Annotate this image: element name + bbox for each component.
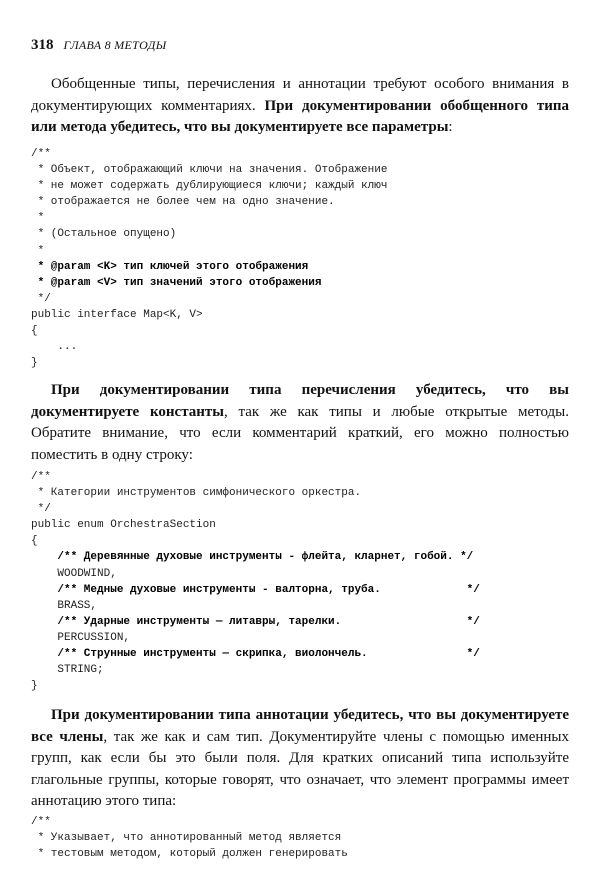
page-header xyxy=(31,36,167,54)
paragraph-generics-tail: : xyxy=(448,119,453,135)
code-line: */ xyxy=(31,503,51,516)
code-line: * Категории инструментов симфонического оркестра. xyxy=(31,487,362,500)
code-line: { xyxy=(31,325,38,338)
paragraph-generics xyxy=(31,74,569,139)
code-line: STRING; xyxy=(31,664,104,677)
page-number: 318 xyxy=(31,37,54,53)
code-line: PERCUSSION, xyxy=(31,631,131,644)
code-line: BRASS, xyxy=(31,599,98,612)
paragraph-annotation-bold: При документировании типа аннотации убедитесь, что вы документируете все члены xyxy=(31,707,569,745)
code-line: /** xyxy=(31,148,51,160)
paragraph-enum xyxy=(31,380,569,466)
paragraph-enum-text: , так же как типы и любые открытые методы. Обратите внимание, что если комментарий краткий, его можно полностью поместить в одну строку: xyxy=(31,403,570,463)
code-line: public enum OrchestraSection xyxy=(31,519,216,532)
paragraph-generics-text: Обобщенные типы, перечисления и аннотации требуют особого внимания в документирующих комментариях. xyxy=(31,76,569,114)
code-listing-orchestra xyxy=(31,469,480,694)
paragraph-generics-bold: При документировании обобщенного типа или метода убедитесь, что вы документируете все параметры xyxy=(31,97,569,135)
code-line: } xyxy=(31,357,38,370)
code-line: /** Деревянные духовые инструменты - флейта, кларнет, гобой. */ xyxy=(31,551,474,564)
code-line: public interface Map<K, V> xyxy=(31,308,203,321)
code-line: * не может содержать дублирующиеся ключи; каждый ключ xyxy=(31,180,388,193)
code-line: { xyxy=(31,535,38,548)
code-line: /** Медные духовые инструменты - валторна, труба. */ xyxy=(31,583,480,596)
code-line: * xyxy=(31,212,45,225)
code-line: * тестовым методом, который должен генерировать xyxy=(31,848,348,861)
code-listing-map xyxy=(31,146,387,371)
code-line: * Указывает, что аннотированный метод является xyxy=(31,832,342,845)
paragraph-enum-bold: При документировании типа перечисления убедитесь, что вы документируете константы xyxy=(31,382,569,420)
code-line: * Объект, отображающий ключи на значения. Отображение xyxy=(31,164,388,177)
code-line: /** Струнные инструменты — скрипка, виолончель. */ xyxy=(31,648,480,661)
code-line: WOODWIND, xyxy=(31,567,117,580)
chapter-title: ГЛАВА 8 МЕТОДЫ xyxy=(63,38,167,52)
code-line: /** xyxy=(31,816,51,828)
code-line: /** Ударные инструменты — литавры, тарелки. */ xyxy=(31,615,480,628)
code-line: * @param <V> тип значений этого отображения xyxy=(31,276,322,289)
code-listing-annotation xyxy=(31,814,348,862)
code-line: } xyxy=(31,680,38,693)
code-line: * @param <K> тип ключей этого отображения xyxy=(31,260,309,273)
code-line: ... xyxy=(31,341,78,354)
paragraph-annotation xyxy=(31,705,569,813)
code-line: /** xyxy=(31,471,51,483)
code-line: * отображается не более чем на одно значение. xyxy=(31,196,335,209)
code-line: * xyxy=(31,244,45,257)
paragraph-annotation-text: , так же как и сам тип. Документируйте члены с помощью именных групп, как если бы это были поля. Для кратких описаний типа используйте глагольные группы, которые говорят, что означает, что элемент программы имеет аннотацию этого типа: xyxy=(31,728,569,809)
code-line: */ xyxy=(31,292,51,305)
code-line: * (Остальное опущено) xyxy=(31,228,177,241)
